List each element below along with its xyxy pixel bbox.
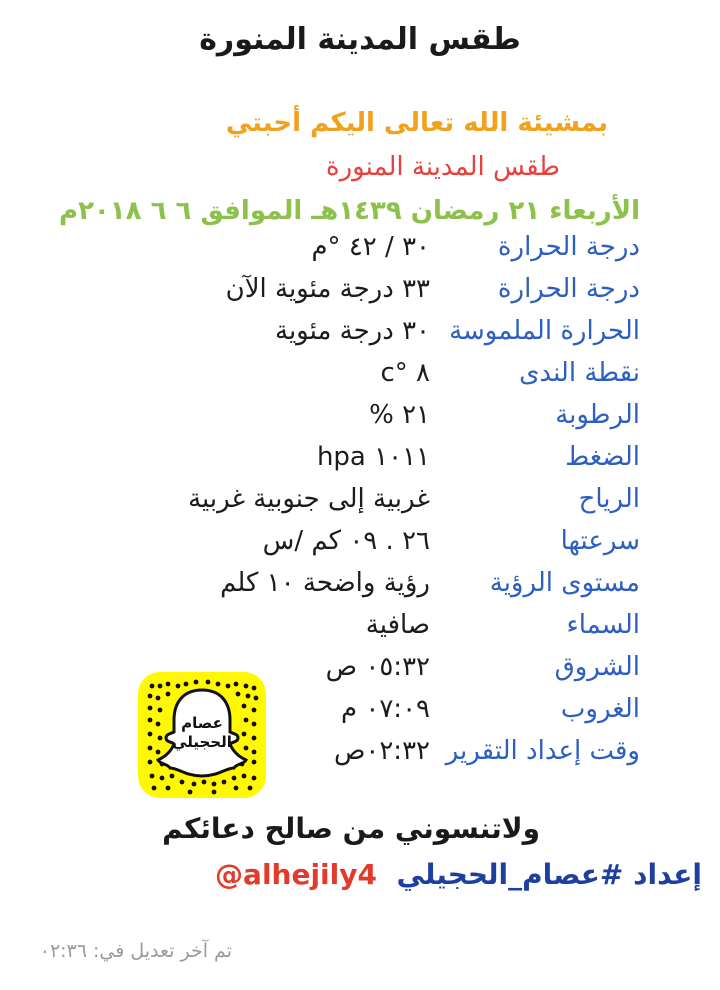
- weather-row-sunset: [0, 694, 720, 736]
- credit-prefix: إعداد: [633, 858, 702, 891]
- weather-value: رؤية واضحة ١٠ كلم: [220, 568, 430, 598]
- weather-label: السماء: [566, 610, 640, 640]
- page-title: طقس المدينة المنورة: [199, 22, 521, 57]
- weather-label: الغروب: [560, 694, 640, 724]
- weather-row-sunrise: [0, 652, 720, 694]
- closing-text: ولاتنسوني من صالح دعائكم: [162, 812, 540, 845]
- credit-hashtag[interactable]: #عصام_الحجيلي: [396, 858, 624, 891]
- weather-label: درجة الحرارة: [497, 274, 640, 304]
- weather-label: سرعتها: [560, 526, 640, 556]
- weather-value: ١٠١١ hpa: [316, 442, 430, 472]
- snapcode-image[interactable]: [138, 672, 266, 798]
- snapcode-name-line1: عصام: [181, 714, 223, 732]
- weather-row-temperature-now: [0, 274, 720, 316]
- weather-value: ٠٧:٠٩ م: [341, 694, 430, 724]
- credit-line: [215, 858, 702, 891]
- weather-label: درجة الحرارة: [497, 232, 640, 262]
- weather-value: صافية: [365, 610, 430, 640]
- weather-row-dew-point: [0, 358, 720, 400]
- weather-value: ٢٦ . ٠٩ كم /س: [262, 526, 430, 556]
- date-text: الأربعاء ٢١ رمضان ١٤٣٩هـ الموافق ٦ ٦ ٢٠١٨م: [59, 196, 640, 226]
- weather-row-humidity: [0, 400, 720, 442]
- weather-row-wind-speed: [0, 526, 720, 568]
- weather-row-feels-like: [0, 316, 720, 358]
- weather-value: ٠٢:٣٢ص: [333, 736, 430, 766]
- snapcode-name: [138, 714, 266, 752]
- weather-value: ٣٠ / ٤٢ °م: [311, 232, 430, 262]
- weather-row-pressure: [0, 442, 720, 484]
- weather-label: الرياح: [578, 484, 640, 514]
- edited-timestamp: تم آخر تعديل في: ٠٢:٣٦: [39, 940, 232, 962]
- weather-row-temperature-range: [0, 232, 720, 274]
- greeting-text: بمشيئة الله تعالى اليكم أحبتي: [225, 108, 608, 138]
- weather-value: غربية إلى جنوبية غربية: [188, 484, 430, 514]
- weather-label: وقت إعداد التقرير: [445, 736, 640, 766]
- weather-value: ٠٥:٣٢ ص: [325, 652, 430, 682]
- weather-value: ٨ °c: [380, 358, 430, 388]
- weather-row-sky: [0, 610, 720, 652]
- weather-label: الحرارة الملموسة: [449, 316, 640, 346]
- weather-label: الشروق: [554, 652, 640, 682]
- weather-label: الضغط: [565, 442, 640, 472]
- weather-label: مستوى الرؤية: [489, 568, 640, 598]
- weather-value: ٣٠ درجة مئوية: [275, 316, 430, 346]
- weather-row-visibility: [0, 568, 720, 610]
- weather-label: نقطة الندى: [519, 358, 640, 388]
- weather-label: الرطوبة: [555, 400, 640, 430]
- weather-value: ٢١ %: [369, 400, 430, 430]
- subtitle-text: طقس المدينة المنورة: [326, 152, 560, 182]
- snapcode-name-line2: الحجيلي: [172, 733, 232, 751]
- weather-value: ٣٣ درجة مئوية الآن: [225, 274, 430, 304]
- weather-row-wind: [0, 484, 720, 526]
- credit-handle[interactable]: @alhejily4: [215, 858, 377, 891]
- weather-row-report-time: [0, 736, 720, 778]
- weather-table: [0, 232, 720, 778]
